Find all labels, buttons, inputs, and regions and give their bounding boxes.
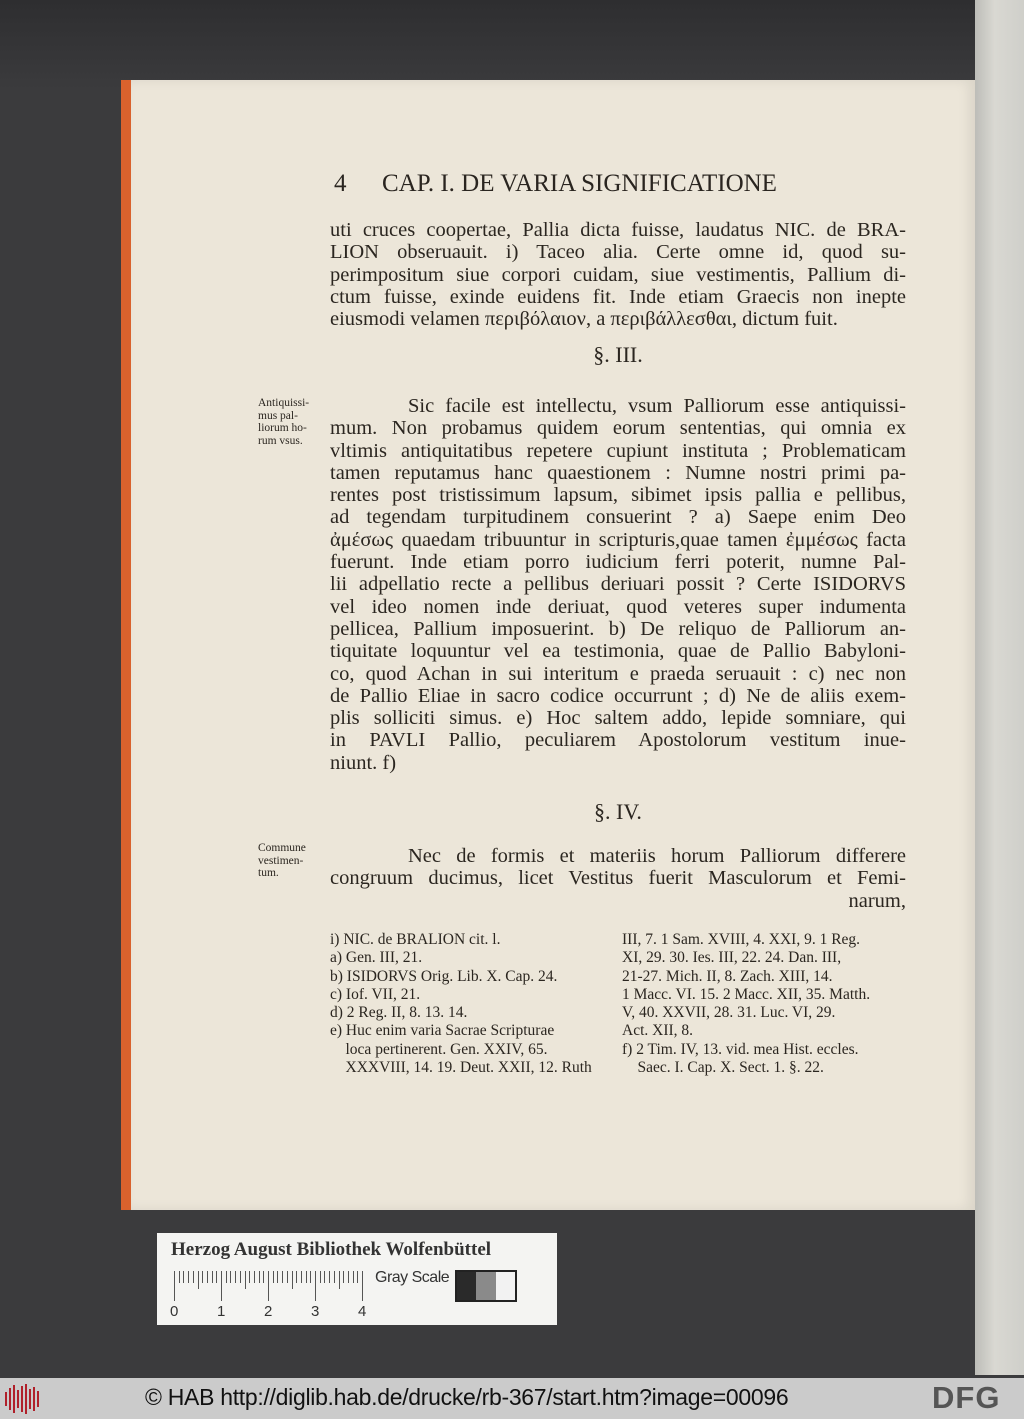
margin-note-line: tum. <box>258 867 279 879</box>
ruler-tick <box>357 1271 358 1283</box>
chapter-title: CAP. I. DE VARIA SIGNIFICATIONE <box>382 170 777 197</box>
ruler-tick <box>282 1271 283 1283</box>
text-line: vel ideo nomen inde deriuat, quod veteres super indumenta <box>330 595 906 618</box>
copyright-url[interactable]: © HAB http://diglib.hab.de/drucke/rb-367/start.htm?image=00096 <box>145 1384 789 1410</box>
footnote-line: b) ISIDORVS Orig. Lib. X. Cap. 24. <box>330 967 558 985</box>
ruler-tick <box>292 1271 293 1289</box>
text-line: in PAVLI Pallio, peculiarem Apostolorum vestitum inue- <box>330 729 906 752</box>
ruler-tick <box>226 1271 227 1283</box>
running-head <box>334 170 854 198</box>
page-number: 4 <box>334 170 347 197</box>
footnote-line: e) Huc enim varia Sacrae Scripturae <box>330 1022 555 1040</box>
text-line: plis solliciti simus. e) Hoc saltem addo, lepide somniare, qui <box>330 707 906 730</box>
ruler-tick <box>320 1271 321 1283</box>
footnotes-right <box>622 931 870 1077</box>
ruler-tick <box>230 1271 231 1283</box>
footnote-line: a) Gen. III, 21. <box>330 949 423 967</box>
ruler-tick <box>212 1271 213 1283</box>
gray-scale-label: Gray Scale <box>375 1269 450 1286</box>
footnote-line: XXXVIII, 14. 19. Deut. XXII, 12. Ruth <box>330 1059 592 1077</box>
text-line: de Pallio Eliae in sacro codice occurrunt ; d) Ne de aliis exem- <box>330 684 906 707</box>
footnote-line: Saec. I. Cap. X. Sect. 1. §. 22. <box>622 1059 824 1077</box>
ruler-label: 3 <box>311 1303 320 1320</box>
footnote-line: loca pertinerent. Gen. XXIV, 65. <box>330 1040 548 1058</box>
section-heading-3: §. III. <box>593 342 643 367</box>
ruler-tick <box>268 1271 269 1301</box>
text-line: tiquitate loquuntur vel ea testimonia, quae de Pallio Babyloni- <box>330 640 906 663</box>
text-line: pellicea, Pallium imposuerint. b) De reliquo de Palliorum an- <box>330 617 906 640</box>
ruler-tick <box>334 1271 335 1283</box>
footer-bar <box>0 1378 1024 1419</box>
ruler-tick <box>240 1271 241 1283</box>
dfg-logo: DFG <box>932 1380 1001 1415</box>
text-line: vltimis antiquitatibus repetere cupiunt instituta ; Problematicam <box>330 439 906 462</box>
ruler-tick <box>353 1271 354 1283</box>
margin-note-4 <box>258 842 306 880</box>
ruler-tick <box>296 1271 297 1283</box>
text-line: tamen reputamus hanc quaestionem : Numne nostri primi pa- <box>330 461 906 484</box>
footnotes-left <box>330 931 592 1077</box>
text-line: ad tegendam turpitudinem consuerint ? a) Saepe enim Deo <box>330 506 906 529</box>
margin-note-3 <box>258 397 309 447</box>
footnote-line: Act. XII, 8. <box>622 1022 694 1040</box>
footnote-line: f) 2 Tim. IV, 13. vid. mea Hist. eccles. <box>622 1040 859 1058</box>
margin-note-line: Antiquissi- <box>258 397 310 409</box>
text-line: mum. Non probamus quidem eorum sententias, qui omnia ex <box>330 417 906 440</box>
paragraph-2 <box>330 395 906 774</box>
text-line: Nec de formis et materiis horum Palliorum differere <box>408 845 906 867</box>
footnote-line: 1 Macc. VI. 15. 2 Macc. XII, 35. Matth. <box>622 985 871 1003</box>
gray-swatch <box>457 1272 476 1300</box>
ruler-tick <box>179 1271 180 1283</box>
ruler-tick <box>216 1271 217 1283</box>
ruler-tick <box>263 1271 264 1283</box>
text-line: ctum fuisse, exinde euidens fit. Inde etiam Graecis non inepte <box>330 285 906 308</box>
text-line: perimpositum siue corpori cuidam, siue vestimentis, Pallium di- <box>330 263 906 286</box>
ruler-tick <box>339 1271 340 1289</box>
ruler-tick <box>249 1271 250 1283</box>
text-line: co, quod Achan in sui interitum e praeda seruauit : c) nec non <box>330 662 906 685</box>
ruler-tick <box>235 1271 236 1283</box>
ruler-tick <box>343 1271 344 1283</box>
text-line: fuerunt. Inde etiam porro iudicium ferri poterit, numne Pal- <box>330 551 906 574</box>
ruler-label: 2 <box>264 1303 273 1320</box>
text-line: narum, <box>848 889 906 912</box>
margin-note-line: Commune <box>258 842 306 854</box>
footnote-line: V, 40. XXVII, 28. 31. Luc. VI, 29. <box>622 1004 836 1022</box>
margin-note-line: rum vsus. <box>258 434 303 447</box>
ruler-tick <box>277 1271 278 1283</box>
text-line: niunt. f) <box>330 751 397 774</box>
facing-page-edge <box>975 0 1024 1375</box>
footnote-line: i) NIC. de BRALION cit. l. <box>330 931 501 948</box>
ruler <box>174 1271 366 1301</box>
ruler-tick <box>306 1271 307 1283</box>
text-line: lii adpellatio recte a pellibus deriuari possit ? Certe ISIDORVS <box>330 573 906 596</box>
margin-note-line: vestimen- <box>258 854 304 867</box>
text-line: LION obseruauit. i) Taceo alia. Certe omne id, quod su- <box>330 241 906 264</box>
margin-note-line: mus pal- <box>258 409 298 422</box>
card-title: Herzog August Bibliothek Wolfenbüttel <box>171 1239 492 1260</box>
ruler-tick <box>202 1271 203 1283</box>
section-heading-4: §. IV. <box>594 799 642 824</box>
ruler-tick <box>329 1271 330 1283</box>
gray-swatch <box>496 1272 515 1300</box>
ruler-tick <box>254 1271 255 1283</box>
ruler-tick <box>287 1271 288 1283</box>
text-line: uti cruces coopertae, Pallia dicta fuisse, laudatus NIC. de BRA- <box>330 219 906 241</box>
gray-swatch <box>476 1272 495 1300</box>
ruler-tick <box>259 1271 260 1283</box>
paragraph-3 <box>330 845 906 912</box>
ruler-label: 4 <box>358 1303 367 1320</box>
ruler-tick <box>362 1271 363 1301</box>
ruler-tick <box>193 1271 194 1283</box>
paragraph-1 <box>330 219 906 330</box>
ruler-tick <box>188 1271 189 1283</box>
ruler-label: 0 <box>170 1303 179 1320</box>
text-line: rentes post tristissimum lapsum, sibimet ipsis pallia e pellibus, <box>330 484 906 507</box>
text-line: eiusmodi velamen περιβόλαιον, a περιβάλλεσθαι, dictum fuit. <box>330 308 838 331</box>
margin-note-line: liorum ho- <box>258 422 307 434</box>
ruler-tick <box>207 1271 208 1283</box>
footnote-line: d) 2 Reg. II, 8. 13. 14. <box>330 1004 468 1022</box>
ruler-tick <box>348 1271 349 1283</box>
ruler-tick <box>198 1271 199 1289</box>
ruler-tick <box>310 1271 311 1283</box>
background <box>0 0 1024 90</box>
text-line: Sic facile est intellectu, vsum Palliorum esse antiquissi- <box>408 395 906 417</box>
ruler-tick <box>324 1271 325 1283</box>
hab-logo-icon <box>5 1384 45 1414</box>
text-line: congruum ducimus, licet Vestitus fuerit Masculorum et Femi- <box>330 867 906 890</box>
ruler-tick <box>183 1271 184 1283</box>
ruler-tick <box>315 1271 316 1301</box>
ruler-tick <box>221 1271 222 1301</box>
footnote-line: XI, 29. 30. Ies. III, 22. 24. Dan. III, <box>622 949 842 967</box>
ruler-tick <box>301 1271 302 1283</box>
text-line: ἀμέσως quaedam tribuuntur in scripturis,quae tamen ἐμμέσως facta <box>330 528 906 551</box>
gray-scale-swatch <box>455 1270 517 1302</box>
ruler-tick <box>245 1271 246 1289</box>
ruler-tick <box>174 1271 175 1301</box>
footnote-line: III, 7. 1 Sam. XVIII, 4. XXI, 9. 1 Reg. <box>622 931 861 948</box>
footnote-line: c) Iof. VII, 21. <box>330 985 421 1003</box>
footnote-line: 21-27. Mich. II, 8. Zach. XIII, 14. <box>622 967 833 985</box>
ruler-label: 1 <box>217 1303 226 1320</box>
ruler-tick <box>273 1271 274 1283</box>
color-card <box>157 1233 557 1325</box>
